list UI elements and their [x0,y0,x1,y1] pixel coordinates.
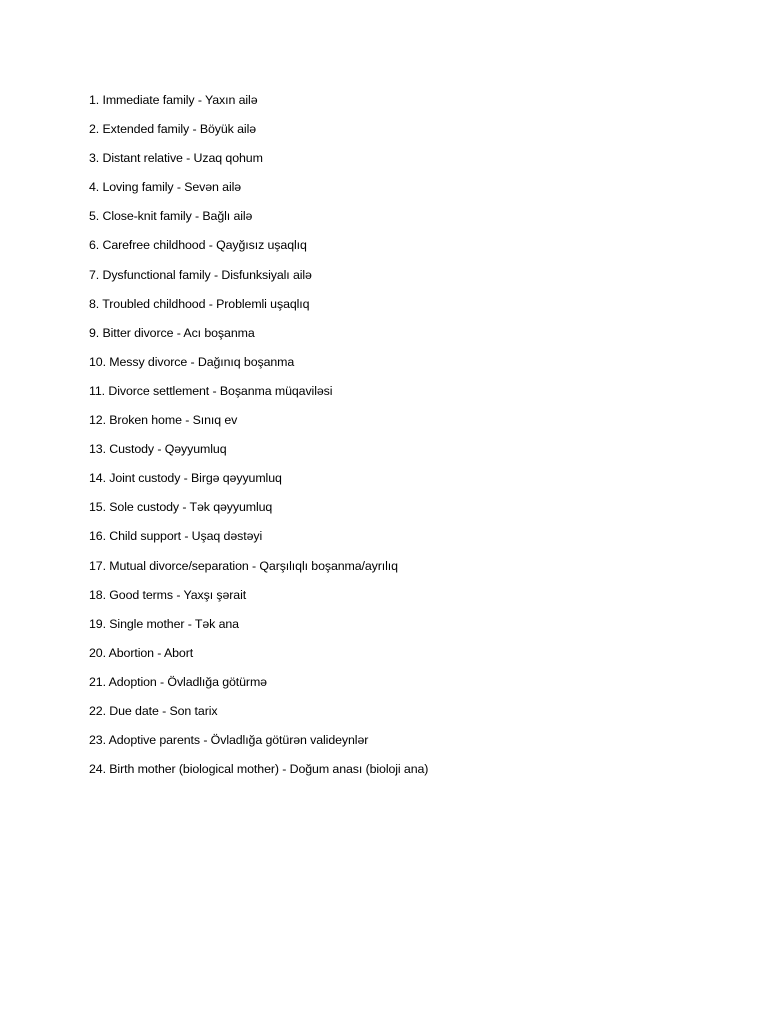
list-item: 12. Broken home - Sınıq ev [89,413,238,428]
list-item: 13. Custody - Qəyyumluq [89,442,227,457]
list-item: 2. Extended family - Böyük ailə [89,122,257,137]
list-item: 4. Loving family - Sevən ailə [89,180,242,195]
list-item: 14. Joint custody - Birgə qəyyumluq [89,471,282,486]
list-item: 15. Sole custody - Tək qəyyumluq [89,500,273,515]
list-item: 1. Immediate family - Yaxın ailə [89,93,258,107]
list-item: 20. Abortion - Abort [89,645,194,660]
list-item: 5. Close-knit family - Bağlı ailə [89,209,253,224]
list-item: 18. Good terms - Yaxşı şərait [89,587,247,602]
list-item: 9. Bitter divorce - Acı boşanma [89,325,255,340]
list-item: 22. Due date - Son tarix [89,703,218,718]
list-item: 23. Adoptive parents - Övladlığa götürən valideynlər [89,733,369,748]
list-item: 17. Mutual divorce/separation - Qarşılıqlı boşanma/ayrılıq [89,558,398,573]
list-item: 21. Adoption - Övladlığa götürmə [89,674,267,689]
list-item: 19. Single mother - Tək ana [89,616,239,631]
list-item: 3. Distant relative - Uzaq qohum [89,151,263,166]
list-item: 16. Child support - Uşaq dəstəyi [89,529,263,544]
list-item: 6. Carefree childhood - Qayğısız uşaqlıq [89,238,307,253]
list-item: 24. Birth mother (biological mother) - Doğum anası (bioloji ana) [89,762,429,777]
list-item: 10. Messy divorce - Dağınıq boşanma [89,354,295,369]
list-item: 11. Divorce settlement - Boşanma müqaviləsi [89,383,333,398]
list-item: 8. Troubled childhood - Problemli uşaqlıq [89,296,310,311]
vocabulary-list [89,91,428,789]
list-item: 7. Dysfunctional family - Disfunksiyalı ailə [89,267,312,282]
